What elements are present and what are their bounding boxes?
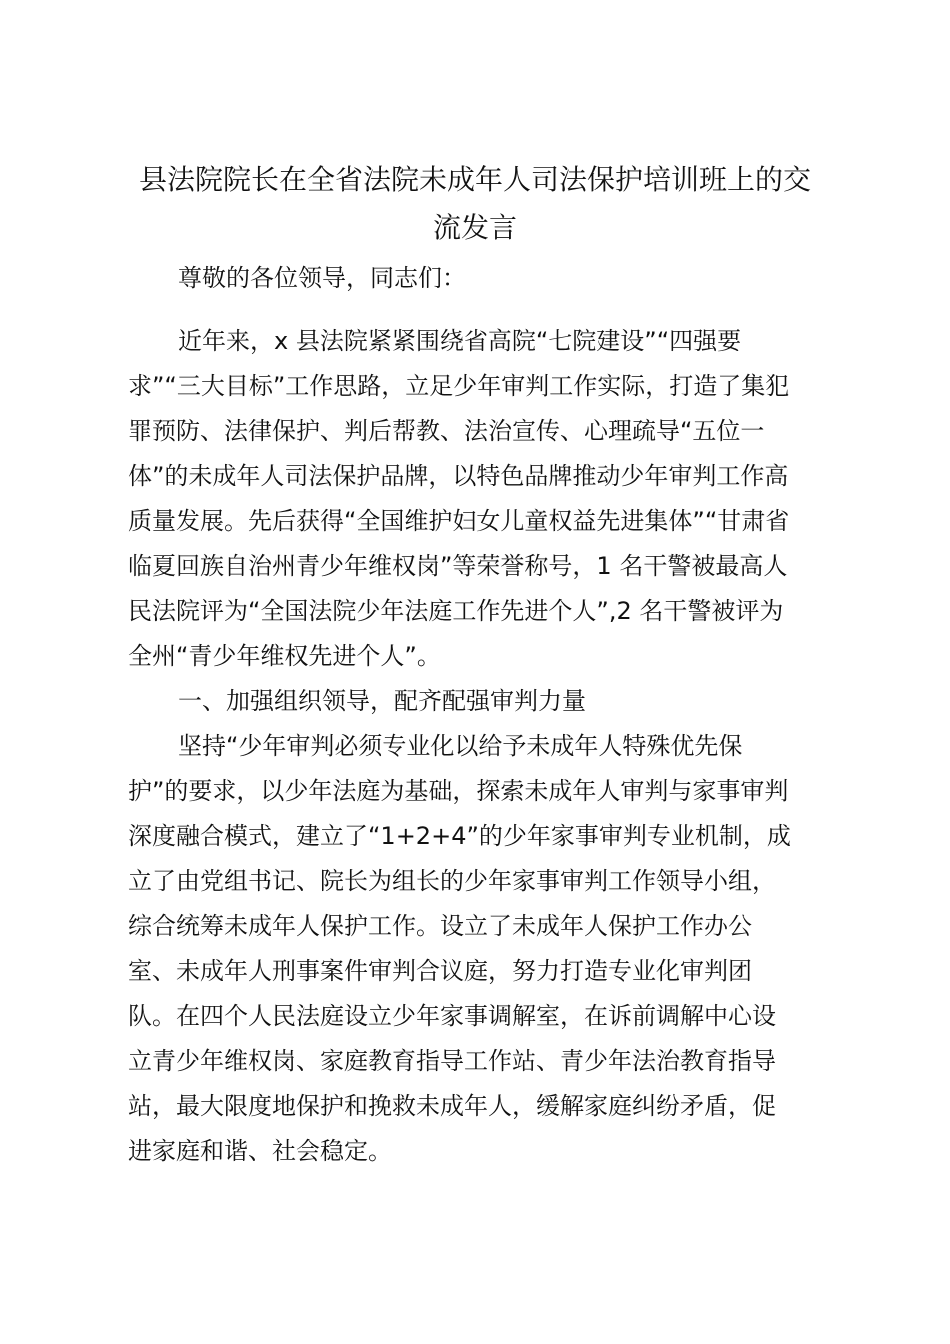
paragraph-2-line-9: 站，最大限度地保护和挽救未成年人，缓解家庭纠纷矛盾，促: [128, 1092, 776, 1120]
paragraph-2-line-6: 室、未成年人刑事案件审判合议庭，努力打造专业化审判团: [128, 957, 752, 985]
paragraph-1-line-3: 罪预防、法律保护、判后帮教、法治宣传、心理疏导“五位一: [128, 417, 765, 445]
paragraph-1-line-1: 近年来，x 县法院紧紧围绕省高院“七院建设”“四强要: [178, 327, 742, 355]
paragraph-1-line-6: 临夏回族自治州青少年维权岗”等荣誉称号，1 名干警被最高人: [128, 552, 788, 580]
paragraph-1-line-7: 民法院评为“全国法院少年法庭工作先进个人”,2 名干警被评为: [128, 597, 784, 625]
paragraph-1-line-8: 全州“青少年维权先进个人”。: [128, 642, 441, 670]
paragraph-2-line-7: 队。在四个人民法庭设立少年家事调解室，在诉前调解中心设: [128, 1002, 776, 1030]
paragraph-2-line-10: 进家庭和谐、社会稳定。: [128, 1137, 392, 1165]
document-title-line-2: 流发言: [432, 211, 517, 244]
paragraph-2-line-8: 立青少年维权岗、家庭教育指导工作站、青少年法治教育指导: [128, 1047, 776, 1075]
paragraph-1-line-4: 体”的未成年人司法保护品牌，以特色品牌推动少年审判工作高: [128, 462, 789, 490]
paragraph-2-line-5: 综合统筹未成年人保护工作。设立了未成年人保护工作办公: [128, 912, 752, 940]
document-title-line-1: 县法院院长在全省法院未成年人司法保护培训班上的交: [138, 163, 811, 196]
paragraph-2-line-3: 深度融合模式，建立了“1+2+4”的少年家事审判专业机制，成: [128, 822, 791, 850]
paragraph-2-line-4: 立了由党组书记、院长为组长的少年家事审判工作领导小组，: [128, 867, 776, 895]
paragraph-2-line-1: 坚持“少年审判必须专业化以给予未成年人特殊优先保: [178, 732, 743, 760]
paragraph-2-line-2: 护”的要求，以少年法庭为基础，探索未成年人审判与家事审判: [128, 777, 789, 805]
section-heading-1: 一、加强组织领导，配齐配强审判力量: [178, 687, 586, 715]
paragraph-1-line-5: 质量发展。先后获得“全国维护妇女儿童权益先进集体”“甘肃省: [128, 507, 790, 535]
paragraph-1-line-2: 求”“三大目标”工作思路，立足少年审判工作实际，打造了集犯: [128, 372, 790, 400]
salutation-line: 尊敬的各位领导，同志们：: [178, 264, 466, 292]
